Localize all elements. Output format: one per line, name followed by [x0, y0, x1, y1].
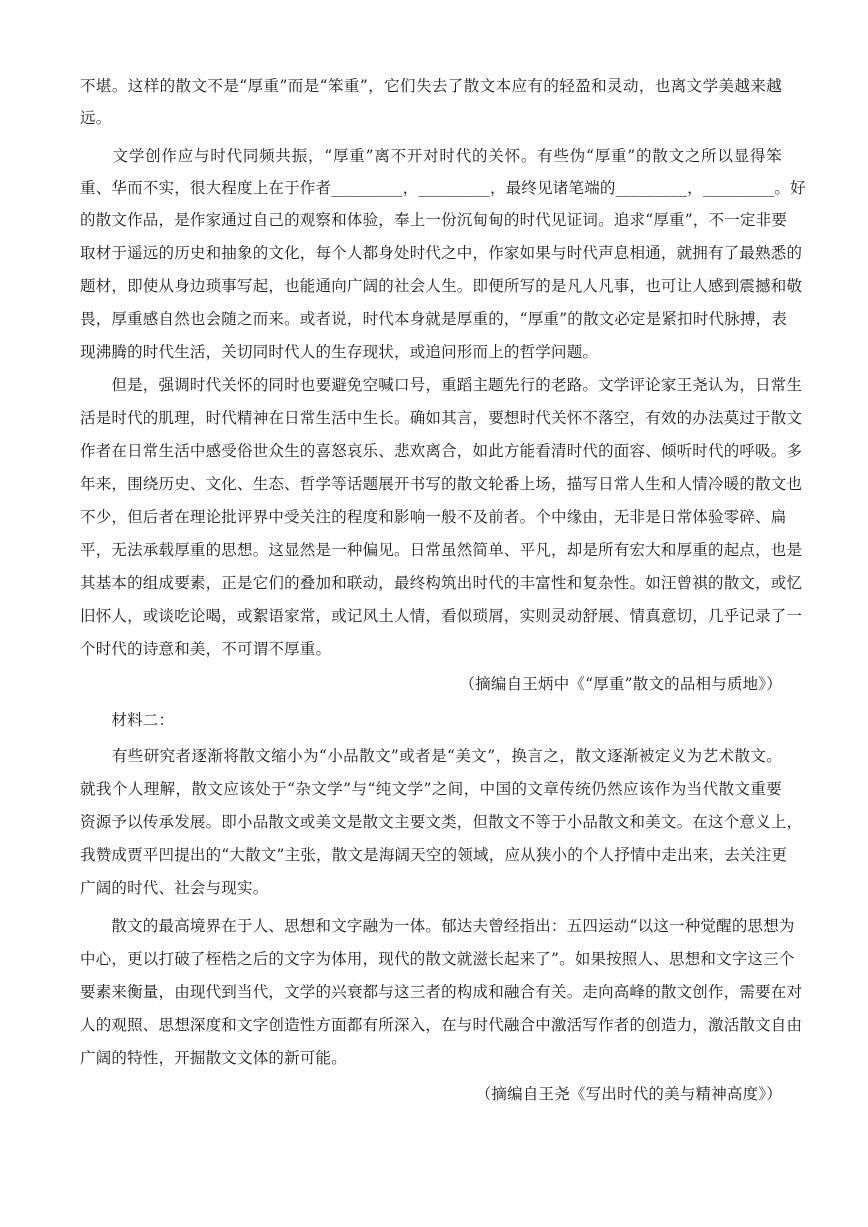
text-line: 就我个人理解，散文应该处于“杂文学”与“纯文学”之间，中国的文章传统仍然应该作为当代散文重要 [80, 780, 782, 798]
text-line: 远。 [80, 109, 112, 127]
text-line: 要素来衡量，由现代到当代，文学的兴衰都与这三者的构成和融合有关。走向高峰的散文创作，需要在对 [80, 983, 803, 1001]
text-line: 畏，厚重感自然也会随之而来。或者说，时代本身就是厚重的，“厚重”的散文必定是紧扣时代脉搏，表 [80, 310, 788, 328]
text-line: 资源予以传承发展。即小品散文或美文是散文主要文类，但散文不等于小品散文和美文。在这个意义上， [80, 813, 803, 831]
text-line: 中心，更以打破了桎梏之后的文字为体用，现代的散文就滋长起来了”。如果按照人、思想和文字这三个 [80, 950, 795, 968]
text-line: 广阔的时代、社会与现实。 [80, 879, 269, 897]
text-line: 我赞成贾平凹提出的“大散文”主张，散文是海阔天空的领域，应从狭小的个人抒情中走出来，去关注更 [80, 846, 788, 864]
text-line: 现沸腾的时代生活，关切同时代人的生存现状，或追问形而上的哲学问题。 [80, 343, 599, 361]
text-line: 不少，但后者在理论批评界中受关注的程度和影响一般不及前者。个中缘由，无非是日常体验零碎、扁 [80, 508, 787, 526]
text-line: 题材，即使从身边琐事写起，也能通向广阔的社会人生。即便所写的是凡人凡事，也可让人感到震撼和敬 [80, 277, 803, 295]
source-citation: （摘编自王尧《写出时代的美与精神高度》） [475, 1085, 782, 1103]
text-line: 有些研究者逐渐将散文缩小为“小品散文”或者是“美文”，换言之，散文逐渐被定义为艺术散文。 [80, 747, 782, 765]
text-line: 的散文作品，是作家通过自己的观察和体验，奉上一份沉甸甸的时代见证词。追求“厚重”，不一定非要 [80, 211, 788, 229]
text-line: 不堪。这样的散文不是“厚重”而是“笨重”，它们失去了散文本应有的轻盈和灵动，也离文学美越来越 [80, 77, 782, 95]
text-line: 取材于遥远的历史和抽象的文化，每个人都身处时代之中，作家如果与时代声息相通，就拥有了最熟悉的 [80, 244, 803, 262]
text-line: 文学创作应与时代同频共振，“厚重”离不开对时代的关怀。有些伪“厚重”的散文之所以显得笨 [80, 147, 782, 165]
text-line: 个时代的诗意和美，不可谓不厚重。 [80, 640, 332, 658]
text-line: 人的观照、思想深度和文字创造性方面都有所深入，在与时代融合中激活写作者的创造力，激活散文自由 [80, 1016, 803, 1034]
text-line: 其基本的组成要素，正是它们的叠加和联动，最终构筑出时代的丰富性和复杂性。如汪曾祺的散文，或忆 [80, 574, 803, 592]
text-line: 但是，强调时代关怀的同时也要避免空喊口号，重蹈主题先行的老路。文学评论家王尧认为，日常生 [80, 376, 803, 394]
text-line: 旧怀人，或谈吃论喝，或絮语家常，或记风土人情，看似琐屑，实则灵动舒展、情真意切，几乎记录了一 [80, 607, 803, 625]
text-line: 平，无法承载厚重的思想。这显然是一种偏见。日常虽然简单、平凡，却是所有宏大和厚重的起点，也是 [80, 541, 803, 559]
text-line: 作者在日常生活中感受俗世众生的喜怒哀乐、悲欢离合，如此方能看清时代的面容、倾听时代的呼吸。多 [80, 442, 803, 460]
section-heading: 材料二： [80, 711, 175, 729]
text-line: 散文的最高境界在于人、思想和文字融为一体。郁达夫曾经指出：五四运动“以这一种觉醒的思想为 [80, 917, 795, 935]
text-line: 活是时代的肌理，时代精神在日常生活中生长。确如其言，要想时代关怀不落空，有效的办法莫过于散文 [80, 409, 803, 427]
text-line: 重、华而不实，很大程度上在于作者_________，_________，最终见诸笔端的_________，_________。好 [80, 179, 806, 197]
source-citation: （摘编自王炳中《“厚重”散文的品相与质地》） [459, 675, 782, 693]
text-line: 广阔的特性，开掘散文文体的新可能。 [80, 1049, 347, 1067]
text-line: 年来，围绕历史、文化、生态、哲学等话题展开书写的散文轮番上场，描写日常人生和人情冷暖的散文也 [80, 475, 803, 493]
